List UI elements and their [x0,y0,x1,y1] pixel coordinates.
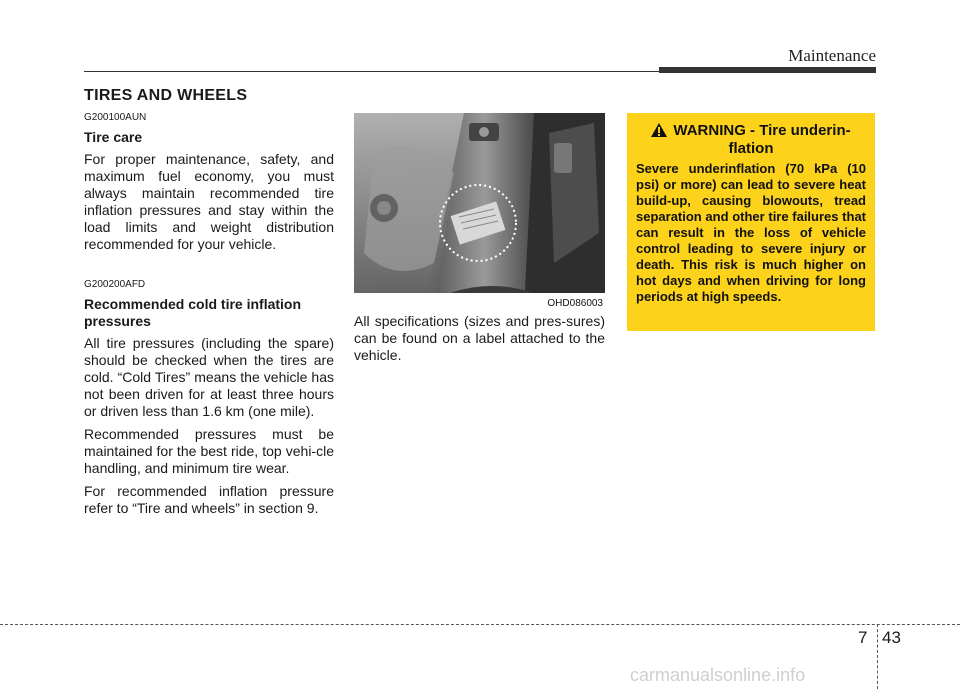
paragraph: All specifications (sizes and pres-sures) can be found on a label attached to the vehicle. [354,313,605,363]
paragraph: Recommended pressures must be maintained for the best ride, top vehi-cle handling, and minimum tire wear. [84,426,334,476]
heading-tire-care: Tire care [84,129,143,145]
middle-column [354,313,605,370]
warning-title: WARNING - Tire underin-flation [673,122,851,157]
warning-box [627,113,875,331]
section-code: G200200AFD [84,279,146,290]
header-title: Maintenance [788,46,876,65]
photo-code: OHD086003 [547,298,603,309]
warning-triangle-icon [651,123,667,141]
door-pillar-photo [354,113,605,310]
chapter-number: 7 [858,628,868,647]
heading-cold-tire-pressures: Recommended cold tire inflation pressures [84,296,302,329]
header-bar [659,67,876,73]
paragraph: For proper maintenance, safety, and maximum fuel economy, you must always maintain recommended tire inflation pressures and stay within the load limits and weight distribution recommended for your vehicle. [84,151,334,252]
tire-label-photo-illustration [354,113,605,310]
footer-dashed-rule [0,624,960,625]
warning-header [636,123,866,157]
watermark: carmanualsonline.info [630,665,806,685]
paragraph: All tire pressures (including the spare) should be checked when the tires are cold. “Cold Tires” means the vehicle has not been driven for at least three hours or driven less than 1.6 km (one mile). [84,335,334,419]
left-column [84,112,334,523]
warning-body: Severe underinflation (70 kPa (10 psi) or more) can lead to severe heat build-up, causing blowouts, tread separation and other tire failures that can result in the loss of vehicle control leading to severe injury or death. This risk is much higher on hot days and when driving for long periods at high speeds. [636,161,866,304]
footer-vertical-rule [877,624,878,689]
section-title: TIRES AND WHEELS [84,87,248,104]
paragraph: For recommended inflation pressure refer to “Tire and wheels” in section 9. [84,483,334,516]
page-number: 43 [882,628,901,647]
section-code: G200100AUN [84,112,147,123]
